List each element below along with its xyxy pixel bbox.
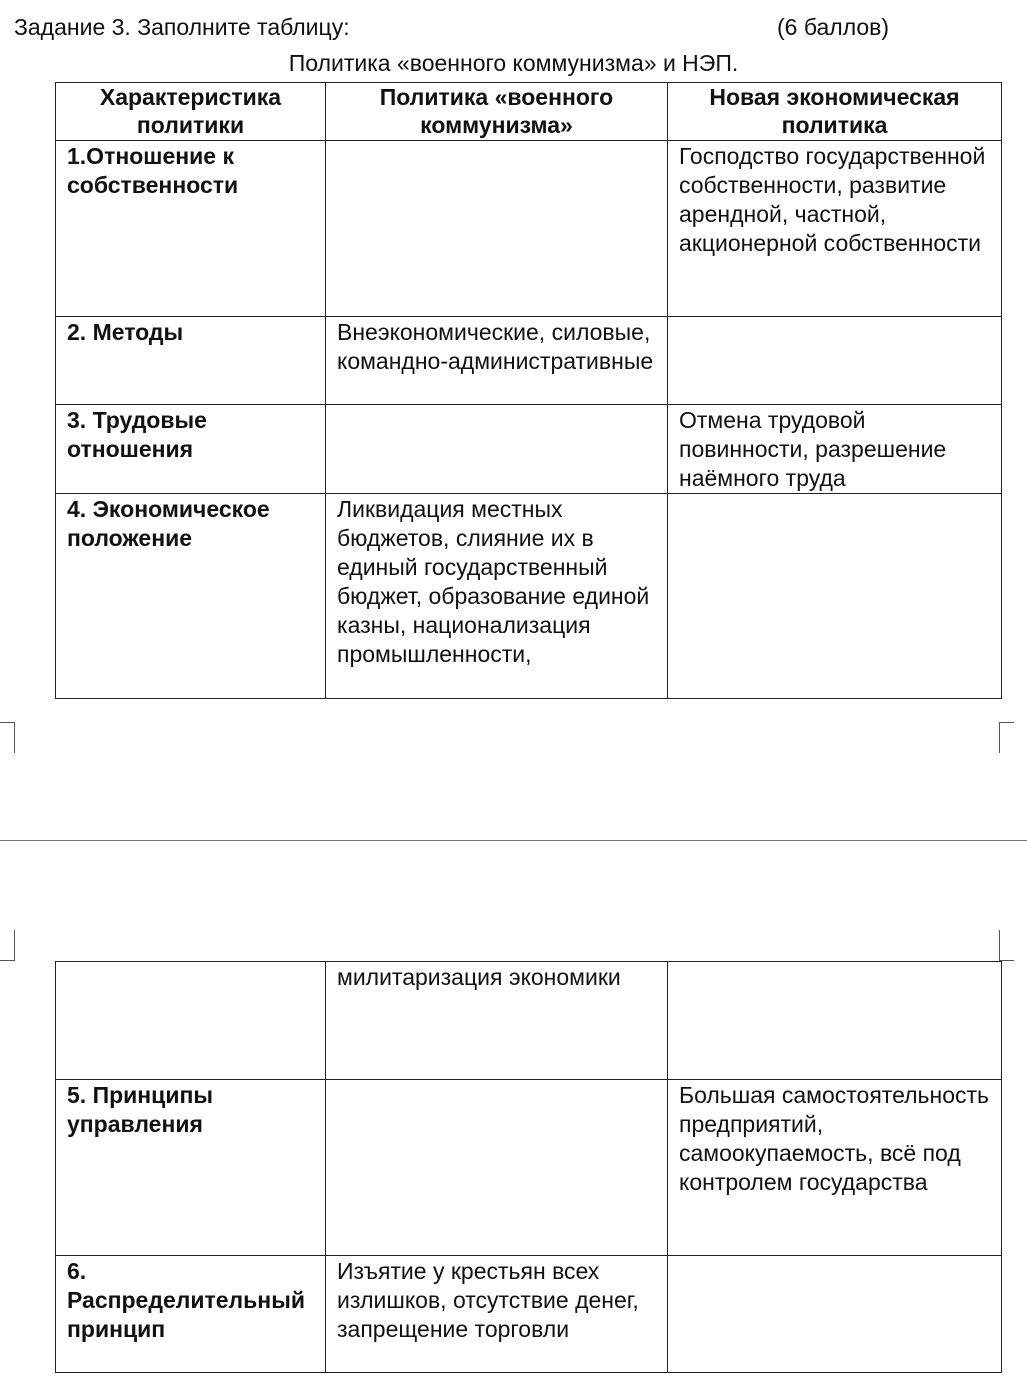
page-corner-mark bbox=[0, 722, 15, 753]
war-communism-cell[interactable] bbox=[326, 1080, 668, 1256]
war-communism-cell[interactable]: милитаризация экономики bbox=[326, 962, 668, 1080]
header-nep: Новая экономическая политика bbox=[668, 83, 1002, 141]
task-points: (6 баллов) bbox=[777, 14, 890, 40]
row-label: 2. Методы bbox=[56, 317, 326, 405]
table-row bbox=[56, 962, 1002, 1080]
page-corner-mark bbox=[0, 930, 15, 961]
table-row bbox=[56, 141, 1002, 317]
war-communism-cell[interactable]: Внеэкономические, силовые, командно-административные bbox=[326, 317, 668, 405]
war-communism-cell[interactable]: Ликвидация местных бюджетов, слияние их в единый государственный бюджет, образование единой казны, национализация промышленности, bbox=[326, 494, 668, 699]
war-communism-cell[interactable]: Изъятие у крестьян всех излишков, отсутствие денег, запрещение торговли bbox=[326, 1256, 668, 1373]
nep-cell[interactable] bbox=[668, 962, 1002, 1080]
table-row bbox=[56, 1256, 1002, 1373]
table-row bbox=[56, 494, 1002, 699]
nep-cell[interactable]: Господство государственной собственности, развитие арендной, частной, акционерной собственности bbox=[668, 141, 1002, 317]
nep-cell[interactable] bbox=[668, 1256, 1002, 1373]
row-label: 4. Экономическое положение bbox=[56, 494, 326, 699]
header-row bbox=[56, 83, 1002, 141]
page-corner-mark bbox=[999, 722, 1014, 753]
page-break-line bbox=[0, 840, 1027, 841]
header-characteristic: Характеристика политики bbox=[56, 83, 326, 141]
row-label: 5. Принципы управления bbox=[56, 1080, 326, 1256]
table-caption: Политика «военного коммунизма» и НЭП. bbox=[288, 50, 739, 76]
table-row bbox=[56, 1080, 1002, 1256]
task-title: Задание 3. Заполните таблицу: bbox=[14, 14, 350, 40]
row-label bbox=[56, 962, 326, 1080]
row-label: 6. Распределительный принцип bbox=[56, 1256, 326, 1373]
table-row bbox=[56, 405, 1002, 494]
comparison-table-part-1 bbox=[55, 82, 1002, 699]
nep-cell[interactable] bbox=[668, 317, 1002, 405]
war-communism-cell[interactable] bbox=[326, 405, 668, 494]
table-row bbox=[56, 317, 1002, 405]
row-label: 1.Отношение к собственности bbox=[56, 141, 326, 317]
header-war-communism: Политика «военного коммунизма» bbox=[326, 83, 668, 141]
nep-cell[interactable]: Отмена трудовой повинности, разрешение наёмного труда bbox=[668, 405, 1002, 494]
page-corner-mark bbox=[999, 930, 1014, 961]
comparison-table-part-2 bbox=[55, 961, 1002, 1373]
nep-cell[interactable] bbox=[668, 494, 1002, 699]
war-communism-cell[interactable] bbox=[326, 141, 668, 317]
row-label: 3. Трудовые отношения bbox=[56, 405, 326, 494]
nep-cell[interactable]: Большая самостоятельность предприятий, самоокупаемость, всё под контролем государства bbox=[668, 1080, 1002, 1256]
